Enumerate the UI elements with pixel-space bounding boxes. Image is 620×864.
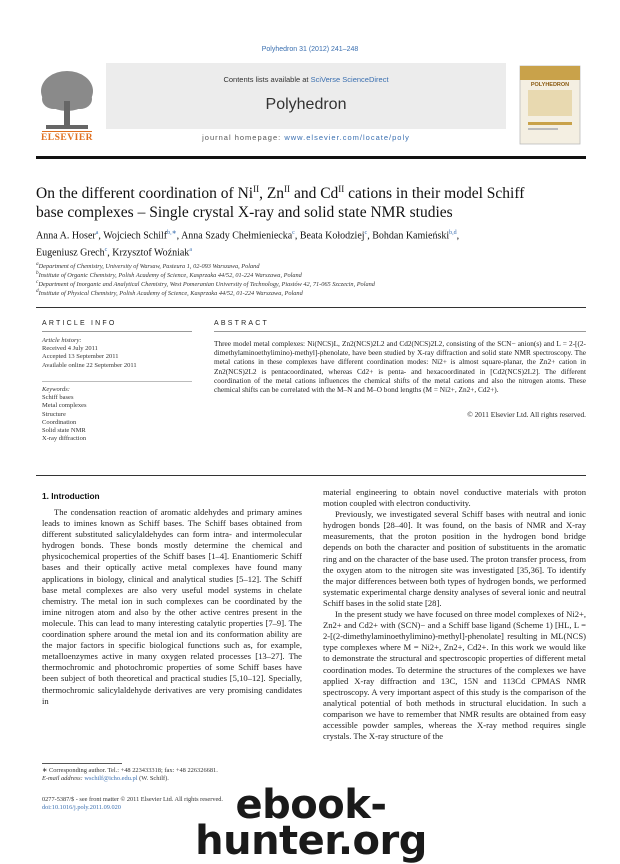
affiliation-mark: c xyxy=(36,279,39,285)
journal-cover-thumbnail[interactable] xyxy=(514,64,586,146)
homepage-prefix: journal homepage: xyxy=(202,133,285,142)
author-wozniak: , Krzysztof Woźniak xyxy=(107,247,190,259)
elsevier-wordmark: ELSEVIER xyxy=(40,133,94,143)
title-line-2: base complexes – Single crystal X-ray and solid state NMR studies xyxy=(36,204,453,222)
affiliation-text: Department of Chemistry, University of Warsaw, Pasteura 1, 02-093 Warszawa, Poland xyxy=(38,263,260,271)
affiliation xyxy=(36,279,586,288)
affiliation-text: Institute of Physical Chemistry, Polish Academy of Science, Kasprzaka 44/52, 01-224 Warszawa, Poland xyxy=(38,290,303,298)
affiliation-text: Institute of Organic Chemistry, Polish Academy of Science, Kasprzaka 44/52, 01-224 Warszawa, Poland xyxy=(38,272,302,280)
section-divider xyxy=(36,307,586,308)
author-sup[interactable]: c xyxy=(104,247,108,254)
corresponding-author: ∗ Corresponding author. Tel.: +48 223433318; fax: +48 226326681. xyxy=(42,767,218,774)
title-sup-ni: II xyxy=(253,184,260,194)
title-part-4: cations in their model Schiff xyxy=(344,185,525,203)
keyword: Solid state NMR xyxy=(42,427,86,435)
author-schilf: , Wojciech Schilf xyxy=(98,230,168,242)
title-sup-zn: II xyxy=(284,184,291,194)
affiliation xyxy=(36,261,586,270)
journal-homepage xyxy=(106,133,506,142)
email-label: E-mail address: xyxy=(42,775,85,783)
affiliation-mark: d xyxy=(36,288,39,294)
author-kolodziej: , Beata Kołodziej xyxy=(294,230,365,242)
doi-link[interactable]: doi:10.1016/j.poly.2011.09.020 xyxy=(42,804,121,812)
paragraph: The condensation reaction of aromatic aldehydes and primary amines leads to imines known as Schiff bases. The Schiff bases obtained from different substituted salicylaldehydes can form intra- and intermolecular hydrogen bonds. These bonds mostly determine the chemical and physicochemical properties of the Schiff bases [1–4]. Enantiomeric Schiff bases and their optically active metal complexes have found many applications in biology, clinical and analytical studies [5–12]. The Schiff base metal complexes are also very useful model systems in chelate chemistry. The metal ion in such complexes can be coordinated by the imine nitrogen atom and also by the other active centres present in the molecule. This can lead to many interesting catalytic properties [7–9]. The coordination sphere around the metal ion and its conformation ability are the major factors in specific biological functions such as, for example, metalloenzymes active in many oxygen related processes [13–27]. The thermochromic and photochromic properties of some Schiff bases have been subject of both theoretical and practical studies [5,10–12]. Specially, thermochromic salicylaldehyde derivatives are very promising candidates in xyxy=(42,507,302,706)
contents-prefix: Contents lists available at xyxy=(223,75,311,84)
article-history xyxy=(42,337,192,370)
title-part-3: and Cd xyxy=(290,185,339,203)
author-grech: Eugeniusz Grech xyxy=(36,247,105,259)
abstract-copyright: © 2011 Elsevier Ltd. All rights reserved. xyxy=(467,410,586,419)
homepage-link[interactable]: www.elsevier.com/locate/poly xyxy=(284,133,410,142)
footnote-rule xyxy=(42,763,122,764)
issn-line: 0277-5387/$ - see front matter © 2011 Elsevier Ltd. All rights reserved. xyxy=(42,796,223,803)
affiliation-mark: b xyxy=(36,270,39,276)
abstract-heading: ABSTRACT xyxy=(214,320,269,327)
cover-title: POLYHEDRON xyxy=(530,82,570,88)
keyword: Schiff bases xyxy=(42,394,74,402)
article-info-heading: ARTICLE INFO xyxy=(42,320,117,327)
affiliation-mark: a xyxy=(36,261,39,267)
abstract-text: Three model metal complexes: Ni(NCS)L, Zn2(NCS)2L2 and Cd2(NCS)2L2, consisting of the SCN− anion(s) and L = 2-[(2-dimethylaminoethylimino)-methyl]-phenolate, have been studied by X-ray diffraction and solid state NMR spectroscopy. The metal cations in these complexes have different coordination modes: Ni2+ is almost square-planar, the Zn2+ cation in Zn2(NCS)2L2 is pentacoordinated, whereas Cd2+ is penta- and hexacoordinated in [Cd2(NCS)2L2]. The different coordination of the metal cations influences the chemical shifts of the metal cations and also the nitrogen atoms. These chemical shifts can be correlated with the M–N and M–O bond lengths (M = Ni2+, Zn2+, Cd2+). xyxy=(214,339,586,395)
title-part-1: On the different coordination of Ni xyxy=(36,185,254,203)
contents-line xyxy=(106,75,506,84)
left-column xyxy=(42,507,302,707)
history-accepted: Accepted 13 September 2011 xyxy=(42,353,119,361)
affiliation xyxy=(36,288,586,297)
author-sup[interactable]: a xyxy=(95,230,99,236)
author-sup[interactable]: b,∗ xyxy=(167,230,177,236)
section-divider xyxy=(36,475,586,476)
elsevier-logo[interactable] xyxy=(36,65,98,147)
author-kamienski: , Bohdan Kamieński xyxy=(367,230,450,242)
keywords-rule xyxy=(42,381,192,382)
article-info-rule xyxy=(42,331,192,332)
paragraph: material engineering to obtain novel conductive materials with proton motion coupled with electron conductivity. xyxy=(323,487,586,509)
history-online: Available online 22 September 2011 xyxy=(42,361,137,369)
author-sup[interactable]: a xyxy=(189,247,192,254)
right-column xyxy=(323,487,586,742)
author-sup[interactable]: b,d xyxy=(449,230,457,236)
email-link[interactable]: wschilf@icho.edu.pl xyxy=(84,775,138,783)
keyword: Structure xyxy=(42,410,66,418)
keyword: Coordination xyxy=(42,418,77,426)
author-sup[interactable]: c xyxy=(364,230,368,236)
affiliation xyxy=(36,270,586,279)
watermark: ebook-hunter.org xyxy=(195,782,427,864)
author-sup[interactable]: c xyxy=(292,230,295,236)
sciencedirect-link[interactable]: SciVerse ScienceDirect xyxy=(310,75,389,84)
article-title xyxy=(36,180,586,222)
paragraph: In the present study we have focused on three model complexes of Ni2+, Zn2+ and Cd2+ with (SCN)− and a Schiff base ligand (Scheme 1) [HL, L = 2-[(2-dimethylaminoethylimino)-methyl]-phenolate] resulting in ML(NCS) type complexes where M = Ni2+, Zn2+, Cd2+. In this work we would like to demonstrate the structural and spectroscopic properties of different metal coordination modes. To determine the structures of the complexes we have applied X-ray diffraction and 13C, 15N and 113Cd CPMAS NMR spectroscopy. A very important aspect of this study is the comparison of the analytical potential of both methods in structural elucidation. In such a comparison we have to remember that NMR results are obtained from easy accessible powder samples, whereas the X-ray method requires single crystals. The X-ray structure of the xyxy=(323,609,586,742)
author-hoser: Anna A. Hoser xyxy=(36,230,96,242)
section-introduction-title: 1. Introduction xyxy=(42,491,100,501)
title-sup-cd: II xyxy=(338,184,345,194)
author-list: Anna A. Hoser$^a$, Wojciech Schilf$^{b,∗}$, Anna Szady Chełmieniecka$^c$, Beata Kołodziej$^c$, Bohdan Kamieński$^{b,d}$, Eugeniusz Grech$^c$, Krzysztof Woźniak$^a$ xyxy=(36,230,460,259)
email-suffix: (W. Schilf). xyxy=(137,775,169,783)
keyword: X-ray diffraction xyxy=(42,435,87,443)
journal-name: Polyhedron xyxy=(265,96,347,113)
journal-reference[interactable]: Polyhedron 31 (2012) 241–248 xyxy=(261,46,359,53)
header-divider xyxy=(36,156,586,159)
abstract-rule xyxy=(214,331,586,332)
history-received: Received 4 July 2011 xyxy=(42,345,98,353)
paragraph: Previously, we investigated several Schiff bases with neutral and ionic hydrogen bonds [28–40]. It was found, on the basis of NMR and X-ray measurements, that the proton position in the hydrogen bond bridge depends on both the character and position of substituents in the aromatic ring and on the character of the base used. The proton transfer process, from the oxygen atom to the nitrogen site was investigated [35,36]. To identify the major differences between both types of hydrogen bonds, we performed systematic experimental charge density analyses of several ionic and neutral Schiff bases in the solid state [28]. xyxy=(323,509,586,608)
title-part-2: , Zn xyxy=(259,185,285,203)
keyword: Metal complexes xyxy=(42,402,87,410)
author-chelmieniecka: , Anna Szady Chełmieniecka xyxy=(176,230,293,242)
keywords xyxy=(42,386,192,443)
history-label: Article history: xyxy=(42,337,82,344)
affiliation-text: Department of Inorganic and Analytical Chemistry, West Pomeranian University of Technology, Piastów 42, 71-065 Szczecin, Poland xyxy=(38,281,375,289)
keywords-label: Keywords: xyxy=(42,386,70,393)
